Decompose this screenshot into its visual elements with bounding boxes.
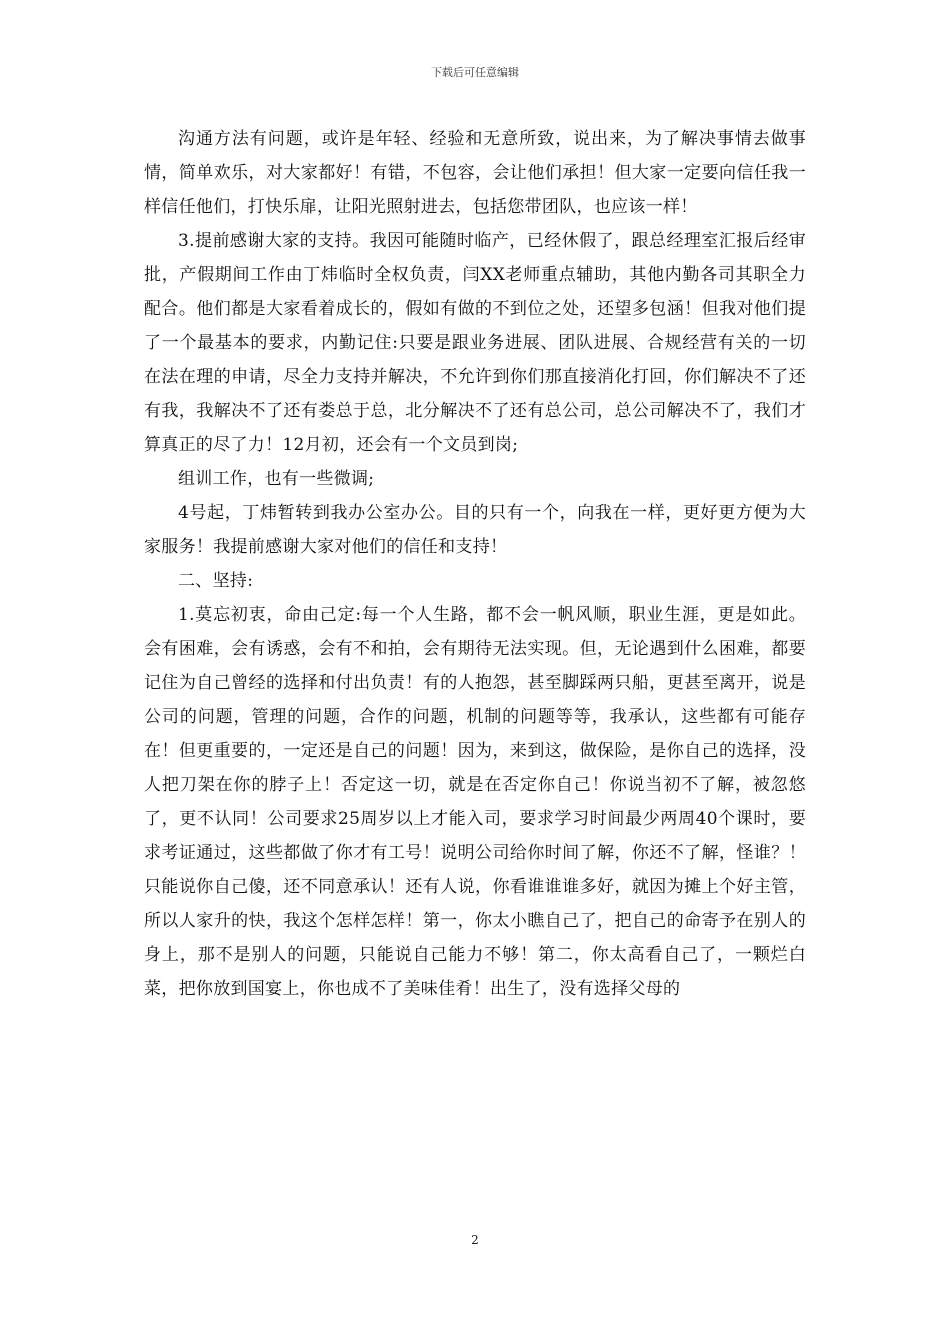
page-header: 下载后可任意编辑 <box>431 66 519 79</box>
paragraph-training: 组训工作，也有一些微调; <box>178 469 375 489</box>
document-body <box>144 122 806 1006</box>
paragraph-communication: 沟通方法有问题，或许是年轻、经验和无意所致，说出来，为了解决事情去做事情，简单欢乐，对大家都好！有错，不包容，会让他们承担！但大家一定要向信任我一样信任他们，打快乐扉，让阳光照射进去，包括您带团队，也应该一样！ <box>144 129 806 217</box>
paragraph-persist-1: 1.莫忘初衷，命由己定:每一个人生路，都不会一帆风顺，职业生涯，更是如此。会有困难，会有诱惑，会有不和拍，会有期待无法实现。但，无论遇到什么困难，都要记住为自己曾经的选择和付出负责！有的人抱怨，甚至脚踩两只船，更甚至离开，说是公司的问题，管理的问题，合作的问题，机制的问题等等，我承认，这些都有可能存在！但更重要的，一定还是自己的问题！因为，来到这，做保险，是你自己的选择，没人把刀架在你的脖子上！否定这一切，就是在否定你自己！你说当初不了解，被忽悠了，更不认同！公司要求25周岁以上才能入司，要求学习时间最少两周40个课时，要求考证通过，这些都做了你才有工号！说明公司给你时间了解，你还不了解，怪谁？！只能说你自己傻，还不同意承认！还有人说，你看谁谁谁多好，就因为摊上个好主管，所以人家升的快，我这个怎样怎样！第一，你太小瞧自己了，把自己的命寄予在别人的身上，那不是别人的问题，只能说自己能力不够！第二，你太高看自己了，一颗烂白菜，把你放到国宴上，你也成不了美味佳肴！出生了，没有选择父母的 <box>144 605 806 999</box>
paragraph-item-3: 3.提前感谢大家的支持。我因可能随时临产，已经休假了，跟总经理室汇报后经审批，产假期间工作由丁炜临时全权负责，闫XX老师重点辅助，其他内勤各司其职全力配合。他们都是大家看着成长的，假如有做的不到位之处，还望多包涵！但我对他们提了一个最基本的要求，内勤记住:只要是跟业务进展、团队进展、合规经营有关的一切在法在理的申请，尽全力支持并解决，不允许到你们那直接消化打回，你们解决不了还有我，我解决不了还有娄总于总，北分解决不了还有总公司，总公司解决不了，我们才算真正的尽了力！12月初，还会有一个文员到岗; <box>144 231 806 455</box>
section-heading-persist: 二、坚持: <box>178 571 254 591</box>
page-number: 2 <box>471 1233 479 1247</box>
paragraph-item-4: 4号起，丁炜暂转到我办公室办公。目的只有一个，向我在一样，更好更方便为大家服务！我提前感谢大家对他们的信任和支持！ <box>144 503 806 557</box>
